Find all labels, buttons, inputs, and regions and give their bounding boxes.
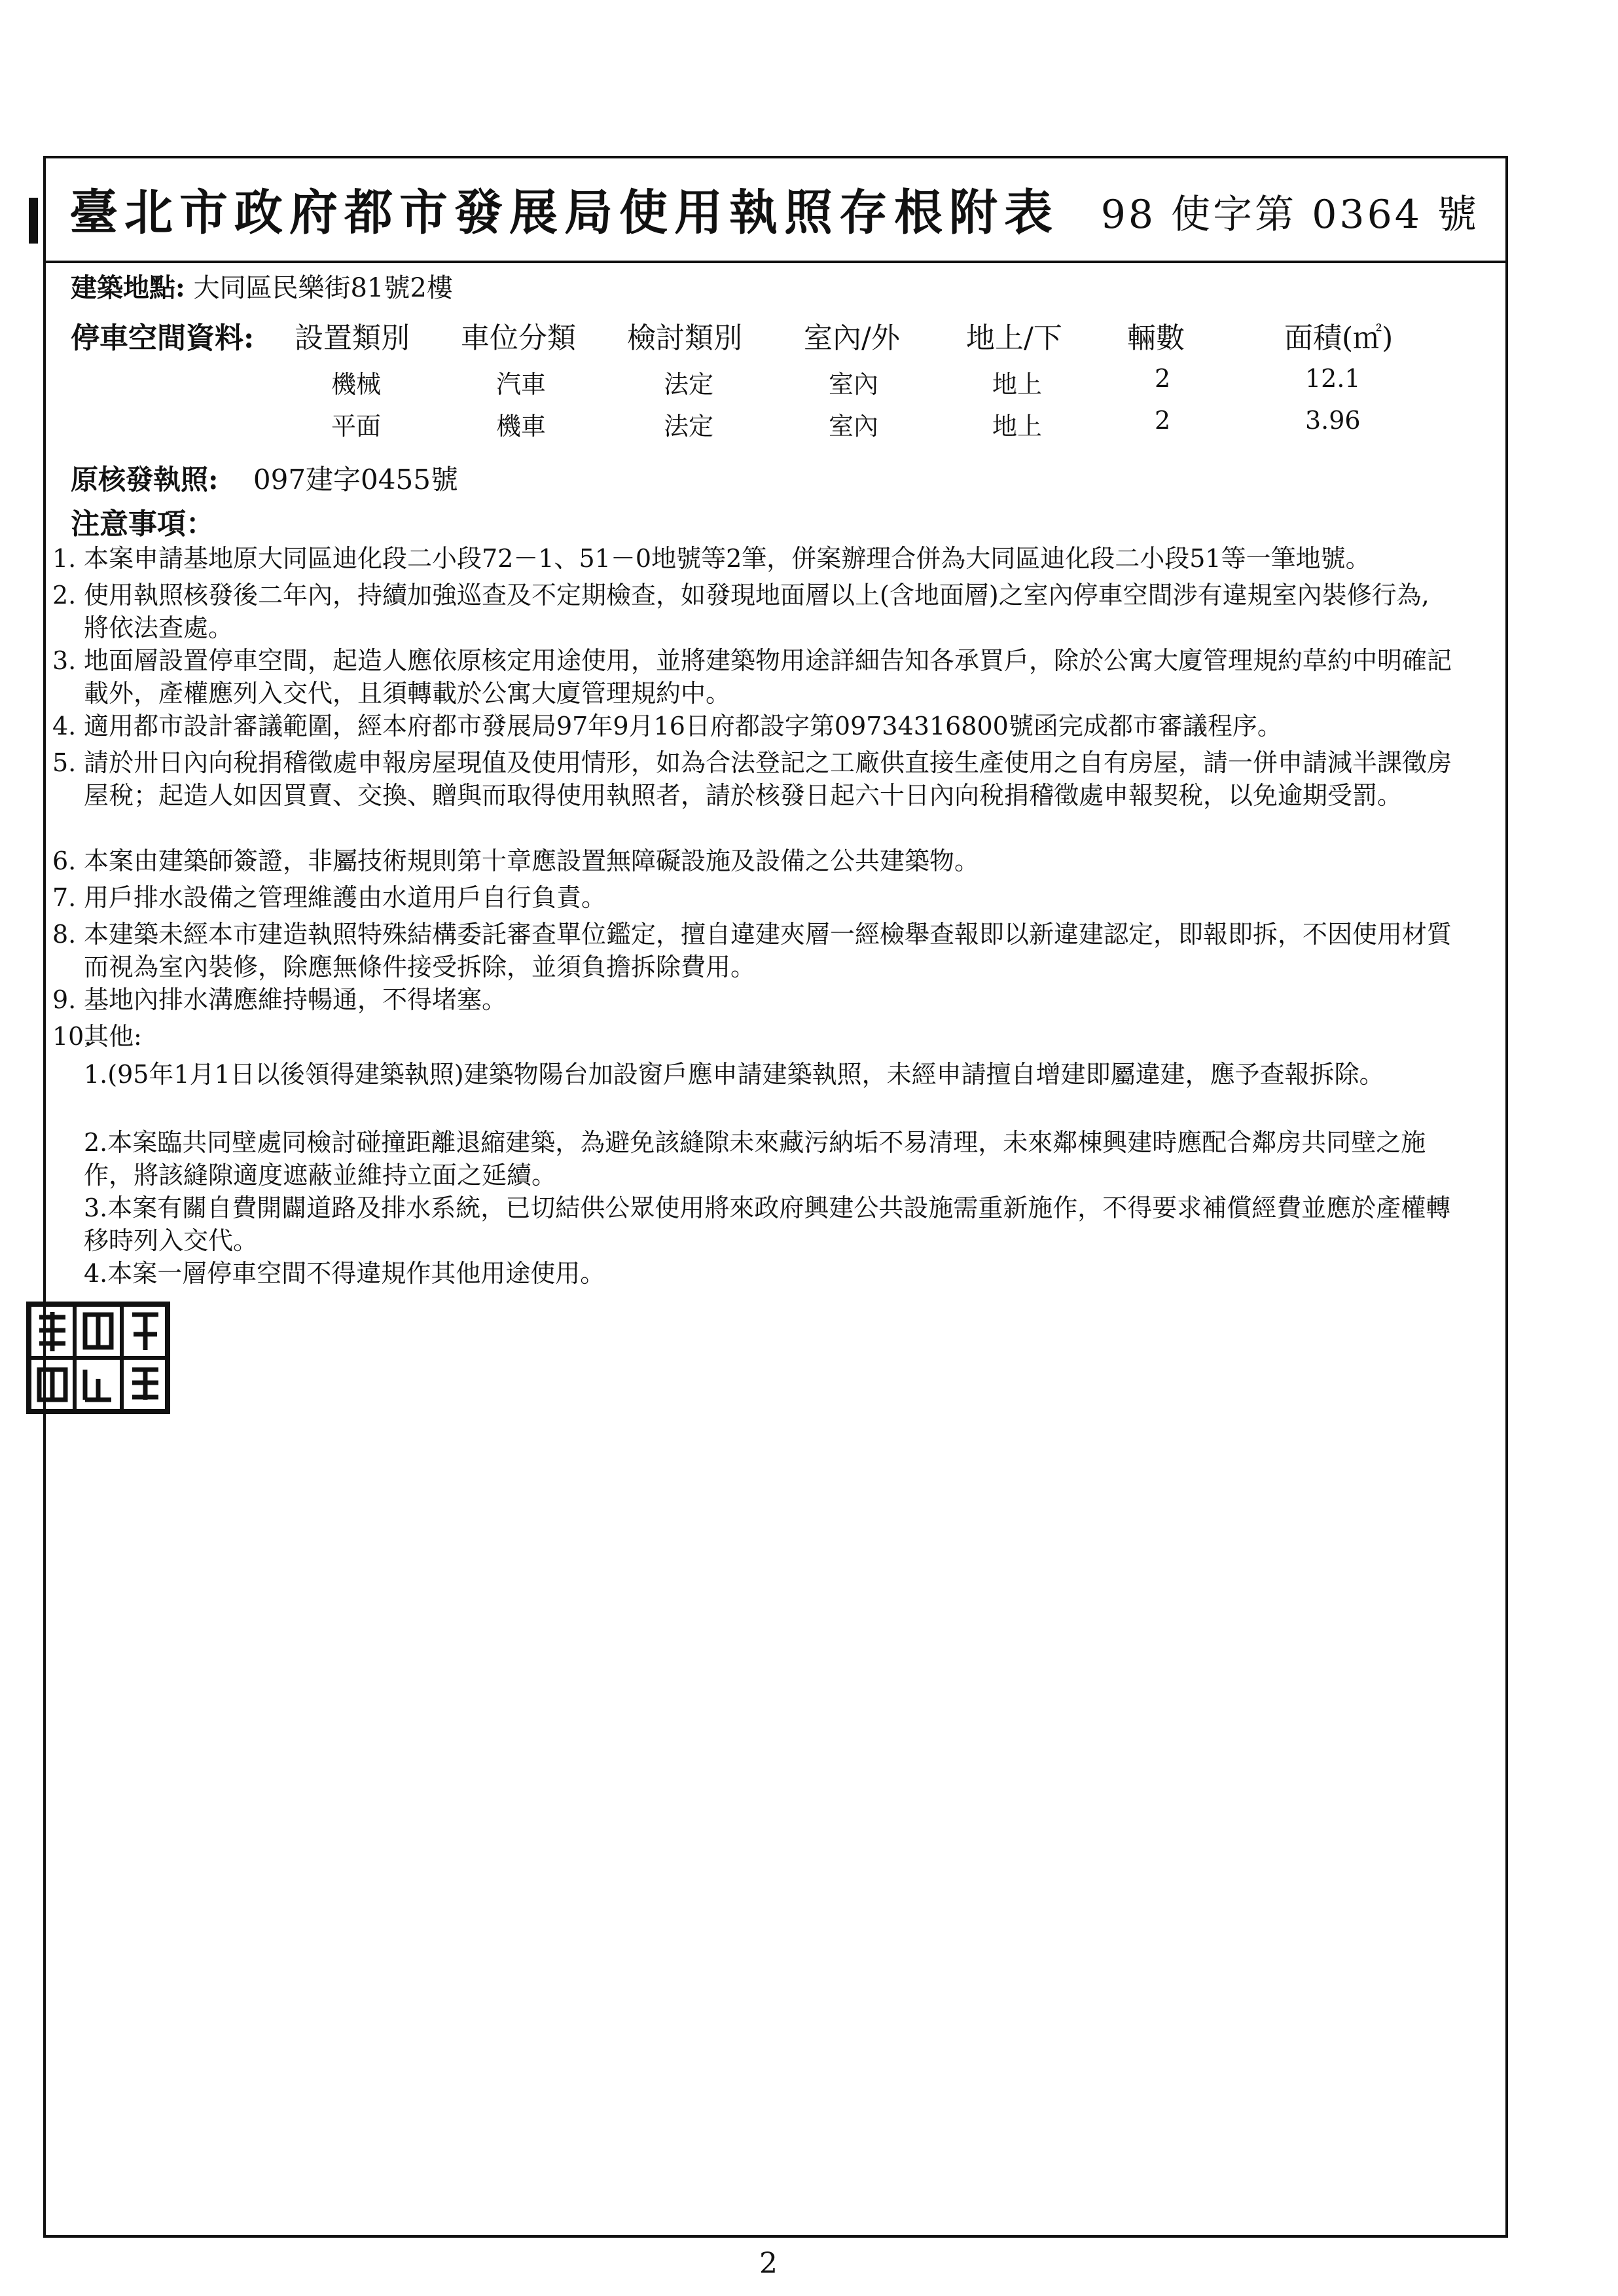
original-license-label: 原核發執照: [71,464,219,496]
note-text: 用戶排水設備之管理維護由水道用戶自行負責。 [84,883,607,912]
table-cell: 室內 [829,370,879,399]
note-text: 請於卅日內向稅捐稽徵處申報房屋現值及使用情形，如為合法登記之工廠供直接生產使用之自有房屋，請一併申請減半課徵房屋稅；起造人如因買賣、交換、贈與而取得使用執照者，請於核發日起六十日內向稅捐稽徵處申報契稅，以免逾期受罰。 [84,748,1452,810]
note-item [52,542,1453,575]
other-item: 2.本案臨共同壁處同檢討碰撞距離退縮建築，為避免該縫隙未來藏污納垢不易清理，未來鄰棟興建時應配合鄰房共同壁之施作，將該縫隙適度遮蔽並維持立面之延續。 [84,1128,1426,1190]
note-text: 本建築未經本市建造執照特殊結構委託審查單位鑑定，擅自違建夾層一經檢舉查報即以新違建認定，即報即拆，不因使用材質而視為室內裝修，除應無條件接受拆除，並須負擔拆除費用。 [84,920,1452,981]
note-text: 適用都市設計審議範圍，經本府都市發展局97年9月16日府都設字第09734316800號函完成都市審議程序。 [84,712,1282,740]
table-cell: 地上 [992,370,1043,399]
table-cell: 2 [1155,364,1171,393]
note-number: 1. [52,544,77,573]
col-header: 設置類別 [295,321,410,355]
note-item [52,644,1453,710]
note-item [52,746,1453,812]
note-item [52,710,1453,742]
note-text: 本案由建築師簽證，非屬技術規則第十章應設置無障礙設施及設備之公共建築物。 [84,847,980,875]
note-number: 10. [52,1022,92,1051]
note-item [52,845,1453,877]
other-item: 3.本案有關自費開闢道路及排水系統，已切結供公眾使用將來政府興建公共設施需重新施作，不得要求補償經費並應於產權轉移時列入交代。 [84,1194,1451,1255]
note-text: 使用執照核發後二年內，持續加強巡查及不定期檢查，如發現地面層以上(含地面層)之室內停車空間涉有違規室內裝修行為,將依法查處。 [84,581,1429,642]
col-header: 車位分類 [461,321,576,355]
table-cell: 機車 [496,412,547,441]
note-item [52,1020,1453,1053]
note-number: 9. [52,985,77,1014]
note-number: 8. [52,920,77,949]
table-cell: 機械 [331,370,382,399]
address-line [71,267,453,304]
note-item [52,579,1453,644]
table-cell: 法定 [664,370,714,399]
table-cell: 室內 [829,412,879,441]
table-cell: 2 [1155,406,1171,435]
table-cell: 地上 [992,412,1043,441]
col-header: 檢討類別 [627,321,742,355]
table-cell: 汽車 [496,370,547,399]
address-label: 建築地點: [71,272,185,303]
address-value: 大同區民樂街81號2樓 [193,273,453,303]
parking-label: 停車空間資料: [71,321,255,355]
col-header: 地上/下 [966,321,1062,355]
note-text: 本案申請基地原大同區迪化段二小段72－1、51－0地號等2筆，併案辦理合併為大同區迪化段二小段51等一筆地號。 [84,544,1371,573]
title-row [46,158,1505,263]
note-number: 3. [52,646,77,675]
table-cell: 12.1 [1305,364,1361,393]
note-number: 6. [52,847,77,875]
note-item [52,918,1453,983]
note-text: 基地內排水溝應維持暢通，不得堵塞。 [84,985,507,1014]
original-license-line [71,458,458,498]
page-title: 臺北市政府都市發展局使用執照存根附表 [69,185,1059,241]
margin-mark [29,198,38,244]
note-number: 5. [52,748,77,777]
seal-stamp [26,1302,170,1414]
original-license-value: 097建字0455號 [253,464,458,496]
col-header: 面積(㎡) [1284,321,1393,355]
col-header: 室內/外 [804,321,900,355]
note-number: 7. [52,883,77,912]
col-header: 輛數 [1127,321,1185,355]
table-cell: 法定 [664,412,714,441]
table-cell: 3.96 [1305,406,1361,435]
note-number: 2. [52,581,77,610]
table-cell: 平面 [331,412,382,441]
note-number: 4. [52,712,77,740]
other-item: 1.(95年1月1日以後領得建築執照)建築物陽台加設窗戶應申請建築執照，未經申請擅自增建即屬違建，應予查報拆除。 [84,1060,1384,1089]
note-text: 地面層設置停車空間，起造人應依原核定用途使用，並將建築物用途詳細告知各承買戶，除於公寓大廈管理規約草約中明確記載外，產權應列入交代，且須轉載於公寓大廈管理規約中。 [84,646,1452,708]
page-number: 2 [759,2247,778,2280]
note-text: 其他: [84,1022,142,1051]
permit-number: 98 使字第 0364 號 [1100,192,1479,238]
notes-title: 注意事項： [71,507,215,541]
note-item [52,983,1453,1016]
note-item [52,881,1453,914]
other-item: 4.本案一層停車空間不得違規作其他用途使用。 [84,1259,605,1288]
